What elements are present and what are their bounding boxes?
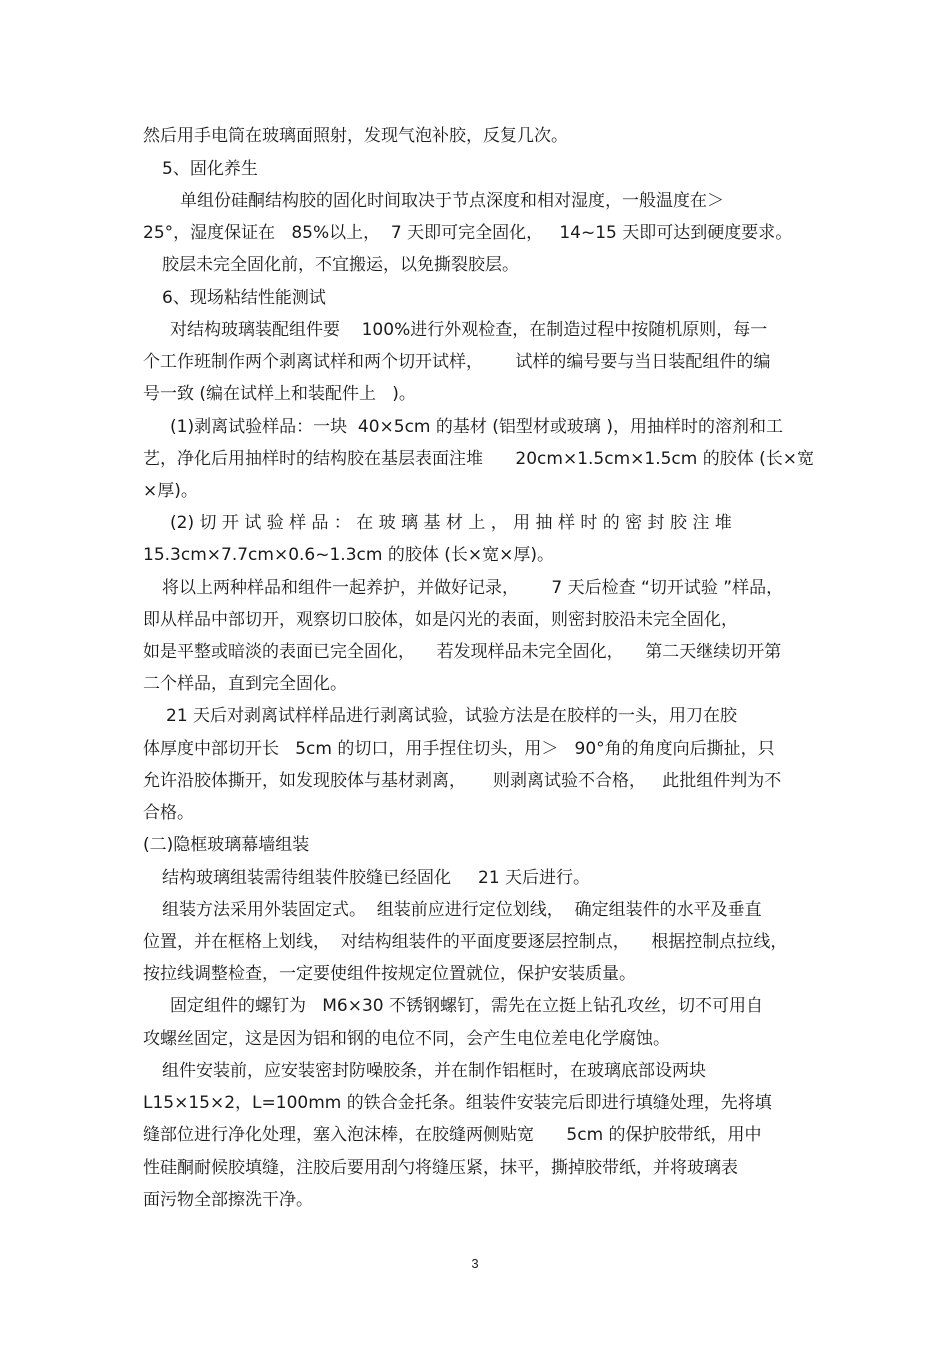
text-line: 21 天后对剥离试样样品进行剥离试验，试验方法是在胶样的一头，用刀在胶 [166, 706, 738, 726]
text-line: 25°，湿度保证在 85%以上， 7 天即可完全固化， 14~15 天即可达到硬度要求。 [143, 223, 793, 243]
text-line: 面污物全部擦洗干净。 [143, 1190, 313, 1210]
text-line: 性硅酮耐候胶填缝，注胶后要用刮勺将缝压紧，抹平，撕掉胶带纸，并将玻璃表 [143, 1158, 738, 1178]
text-line: 将以上两种样品和组件一起养护，并做好记录， 7 天后检查 “切开试验 ”样品， [162, 578, 784, 598]
text-line: 合格。 [143, 803, 194, 823]
text-line: 体厚度中部切开长 5cm 的切口，用手捏住切头，用＞ 90°角的角度向后撕扯，只 [143, 739, 775, 759]
section-heading: 5、固化养生 [162, 159, 258, 179]
text-line: 攻螺丝固定，这是因为铝和钢的电位不同，会产生电位差电化学腐蚀。 [143, 1029, 670, 1049]
text-line: ×厚)。 [143, 481, 198, 501]
text-line: 艺，净化后用抽样时的结构胶在基层表面注堆 20cm×1.5cm×1.5cm 的胶体 (长×宽 [143, 449, 815, 469]
text-line: (1)剥离试验样品：一块 40×5cm 的基材 (铝型材或玻璃 )，用抽样时的溶剂和工 [170, 417, 783, 437]
text-line: 二个样品，直到完全固化。 [143, 674, 347, 694]
text-line: 结构玻璃组装需待组装件胶缝已经固化 21 天后进行。 [162, 868, 591, 888]
section-heading: (二)隐框玻璃幕墙组装 [143, 835, 310, 855]
text-line: 对结构玻璃装配组件要 100%进行外观检查，在制造过程中按随机原则，每一 [170, 320, 768, 340]
text-line: 号一致 (编在试样上和装配件上 )。 [143, 384, 416, 404]
text-line: 缝部位进行净化处理，塞入泡沫棒，在胶缝两侧贴宽 5cm 的保护胶带纸，用中 [143, 1125, 762, 1145]
text-line: 个工作班制作两个剥离试样和两个切开试样， 试样的编号要与当日装配组件的编 [143, 352, 771, 372]
text-line: 如是平整或暗淡的表面已完全固化， 若发现样品未完全固化， 第二天继续切开第 [143, 642, 782, 662]
text-line: (2) 切 开 试 验 样 品 ： 在 玻 璃 基 材 上 ， 用 抽 样 时 的 密 封 胶 注 堆 [170, 513, 732, 533]
text-line: 胶层未完全固化前，不宜搬运，以免撕裂胶层。 [162, 255, 519, 275]
text-line: 固定组件的螺钉为 M6×30 不锈钢螺钉，需先在立挺上钻孔攻丝，切不可用自 [170, 996, 763, 1016]
section-heading: 6、现场粘结性能测试 [162, 288, 326, 308]
text-line: 即从样品中部切开，观察切口胶体，如是闪光的表面，则密封胶沿未完全固化， [143, 610, 738, 630]
page-number: 3 [471, 1256, 479, 1271]
text-line: 位置，并在框格上划线， 对结构组装件的平面度要逐层控制点， 根据控制点拉线， [143, 932, 788, 952]
text-line: 按拉线调整检查，一定要使组件按规定位置就位，保护安装质量。 [143, 964, 636, 984]
text-line: 15.3cm×7.7cm×0.6~1.3cm 的胶体 (长×宽×厚)。 [143, 545, 554, 565]
text-line: 然后用手电筒在玻璃面照射，发现气泡补胶，反复几次。 [143, 126, 568, 146]
text-line: 允许沿胶体撕开，如发现胶体与基材剥离， 则剥离试验不合格， 此批组件判为不 [143, 771, 782, 791]
text-line: 组件安装前，应安装密封防噪胶条，并在制作铝框时，在玻璃底部设两块 [162, 1061, 706, 1081]
text-line: 组装方法采用外装固定式。 组装前应进行定位划线， 确定组装件的水平及垂直 [162, 900, 762, 920]
text-line: L15×15×2，L=100mm 的铁合金托条。组装件安装完后即进行填缝处理，先将填 [143, 1093, 772, 1113]
text-line: 单组份硅酮结构胶的固化时间取决于节点深度和相对湿度，一般温度在＞ [180, 191, 724, 211]
